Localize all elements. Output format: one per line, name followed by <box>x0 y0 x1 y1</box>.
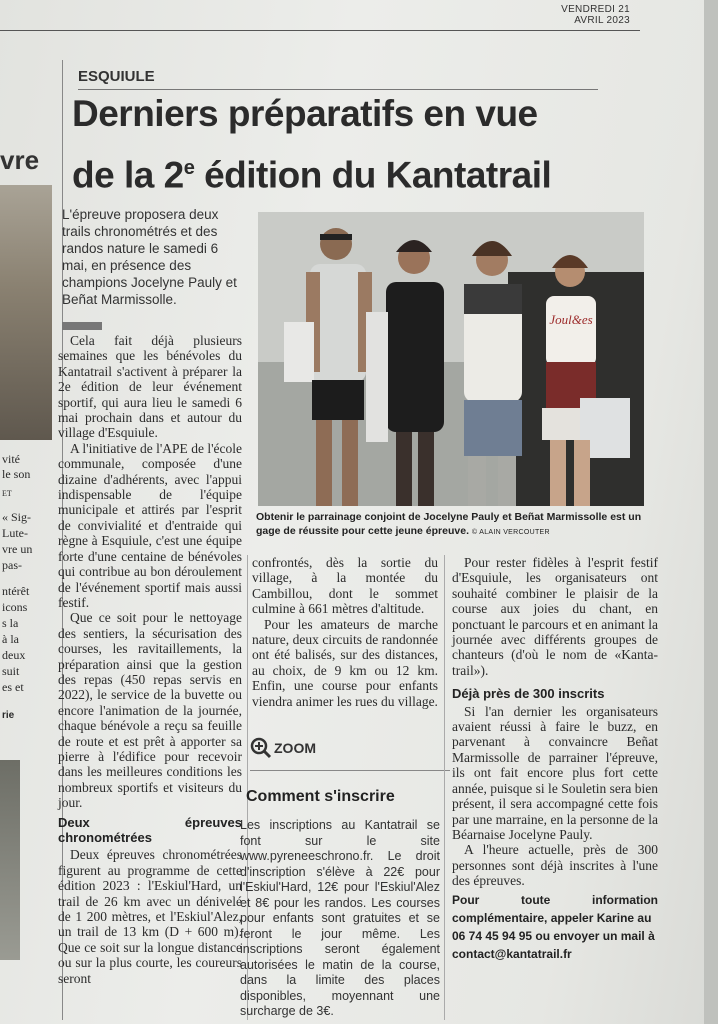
article-column-2 <box>252 555 438 709</box>
date-day: VENDREDI 21 <box>561 4 630 15</box>
paragraph: Cela fait déjà plusieurs semaines que les bénévoles du Kantatrail s'activent à préparer la 2e édition de leur événement sportif, qui aura lieu le samedi 6 mai prochain dans et autour du village d'Esquiule. <box>58 333 242 441</box>
paragraph: A l'initiative de l'APE de l'école communale, composée d'une dizaine d'adhérents, avec l'appui indispensable de l'équipe municipale et attirés par l'esprit de convivialité et d'entraide qui règne à Esquiule, c'est une équipe forte d'une centaine de bénévoles qui contribue au bon déroulement de l'événement sportif mais aussi festif. <box>58 440 242 610</box>
neighbour-text-line: vre un <box>2 542 33 556</box>
paragraph: confrontés, dès la sortie du village, à la montée du Cambillou, dont le sommet culmine à 661 mètres d'altitude. <box>252 555 438 617</box>
zoom-label: ZOOM <box>274 740 316 756</box>
article-kicker: ESQUIULE <box>78 68 155 85</box>
subheading: Deux épreuves chronométrées <box>58 814 242 845</box>
headline-line-2a: de la 2 <box>72 154 184 196</box>
contact-phone: 06 74 45 94 95 ou envoyer un mail à <box>452 928 655 943</box>
neighbour-text-line: icons <box>2 600 28 614</box>
neighbour-text-line: le son <box>2 467 31 481</box>
article-photo <box>258 212 644 506</box>
neighbour-text-line: ET <box>2 489 12 498</box>
page-edge <box>704 0 718 1024</box>
photo-credit: © ALAIN VERCOUTER <box>471 529 550 536</box>
article-column-3 <box>452 555 658 963</box>
headline-line-2b: édition du Kantatrail <box>194 154 552 196</box>
neighbour-article-fragment <box>0 60 58 1024</box>
paragraph: Deux épreuves chronométrées figurent au programme de cette édition 2023 : l'Eskiul'Hard, un trail de 26 km avec un dénivelé de 1 200 mètres, et l'Eskiul'Alez, un trail de 13 km (D + 600 m). Que ce soit sur la longue distance ou sur la plus courte, les coureurs seront <box>58 847 242 986</box>
article-headline <box>72 86 632 202</box>
magnifier-plus-icon <box>250 737 272 759</box>
neighbour-text-line: rie <box>2 710 15 721</box>
zoom-box-label <box>250 737 316 759</box>
caption-text: Obtenir le parrainage conjoint de Jocelyne Pauly et Beñat Marmissolle est un gage de réussite pour cette jeune épreuve. <box>256 511 642 537</box>
column-rule <box>444 555 445 1020</box>
neighbour-headline-fragment: vre <box>0 145 40 175</box>
paragraph: A l'heure actuelle, près de 300 personnes sont déjà inscrites à l'une des épreuves. <box>452 842 658 889</box>
header-rule <box>0 30 640 31</box>
neighbour-text-line: à la <box>2 632 19 646</box>
neighbour-text-line: vité <box>2 452 20 466</box>
article-standfirst: L'épreuve proposera deux trails chronométrés et des randos nature le samedi 6 mai, en présence des champions Jocelyne Pauly et Beñat Marmissolle. <box>62 207 237 307</box>
shirt-print: Joul&es <box>549 312 593 327</box>
headline-superscript: e <box>183 157 195 179</box>
subheading: Déjà près de 300 inscrits <box>452 686 605 702</box>
neighbour-text-line: ntérêt <box>2 584 30 598</box>
neighbour-text-line: suit <box>2 664 20 678</box>
photo-four-runners <box>258 212 644 506</box>
neighbour-text-line: es et <box>2 680 24 694</box>
headline-line-1: Derniers préparatifs en vue <box>72 93 538 134</box>
contact-line: Pour toute information complémentaire, appeler Karine au <box>452 892 658 925</box>
neighbour-text-line: Lute- <box>2 526 28 540</box>
paragraph: Pour les amateurs de marche nature, deux circuits de randonnée ont été balisés, sur des distances, au choix, de 9 km ou 12 km. Enfin, une course pour enfants viendra animer les rues du village. <box>252 616 438 709</box>
neighbour-photo-2 <box>0 760 20 960</box>
standfirst-bar <box>62 322 102 330</box>
page-date <box>561 4 630 26</box>
contact-info <box>452 891 658 963</box>
date-month: AVRIL 2023 <box>574 15 630 26</box>
photo-caption <box>256 510 646 540</box>
contact-email: contact@kantatrail.fr <box>452 946 572 961</box>
registration-text: Les inscriptions au Kantatrail se font sur le site www.pyreneeschrono.fr. Le droit d'inscription s'élève à 22€ pour l'Eskiul'Hard, 12€ pour l'Eskiul'Alez et 8€ pour les randos. Les courses pour enfants sont gratuites et se feront le jour même. Les inscriptions seront également autorisées le matin de la course, dans la limite des places disponibles, moyennant une surcharge de 3€. <box>240 818 440 1018</box>
registration-title: Comment s'inscrire <box>246 788 395 805</box>
paragraph: Si l'an dernier les organisateurs avaient réussi à faire le buzz, en parvenant à convaincre Beñat Marmissolle de parrainer l'épreuve, ils ont fait encore plus fort cette année, puisque si le Souletin sera bien présent, il sera accompagné cette fois par une marraine, en la personne de la Béarnaise Jocelyne Pauly. <box>452 703 658 842</box>
neighbour-text-line: deux <box>2 648 26 662</box>
neighbour-text-line: pas- <box>2 558 22 572</box>
paragraph: Pour rester fidèles à l'esprit festif d'Esquiule, les organisateurs ont souhaité combiner le plaisir de la course aux joies du chant, en ponctuant le parcours et en animant la journée avec différents groupes de chanteurs (d'où le nom de «Kanta-trail»). <box>452 555 658 678</box>
article-column-1 <box>58 333 242 986</box>
zoom-rule <box>250 770 450 771</box>
neighbour-photo <box>0 185 52 440</box>
paragraph: Que ce soit pour le nettoyage des sentiers, la sécurisation des courses, les ravitaillements, la préparation ainsi que la gestion des repas (450 repas servis en 2022), le service de la buvette ou encore l'animation de la journée, chaque bénévole a reçu sa feuille de route et est prêt à apporter sa pierre à l'édifice pour recevoir dans les meilleures conditions les nombreux sportifs et visiteurs du jour. <box>58 610 242 811</box>
neighbour-text-line: « Sig- <box>2 510 32 524</box>
neighbour-text-line: s la <box>2 616 19 630</box>
